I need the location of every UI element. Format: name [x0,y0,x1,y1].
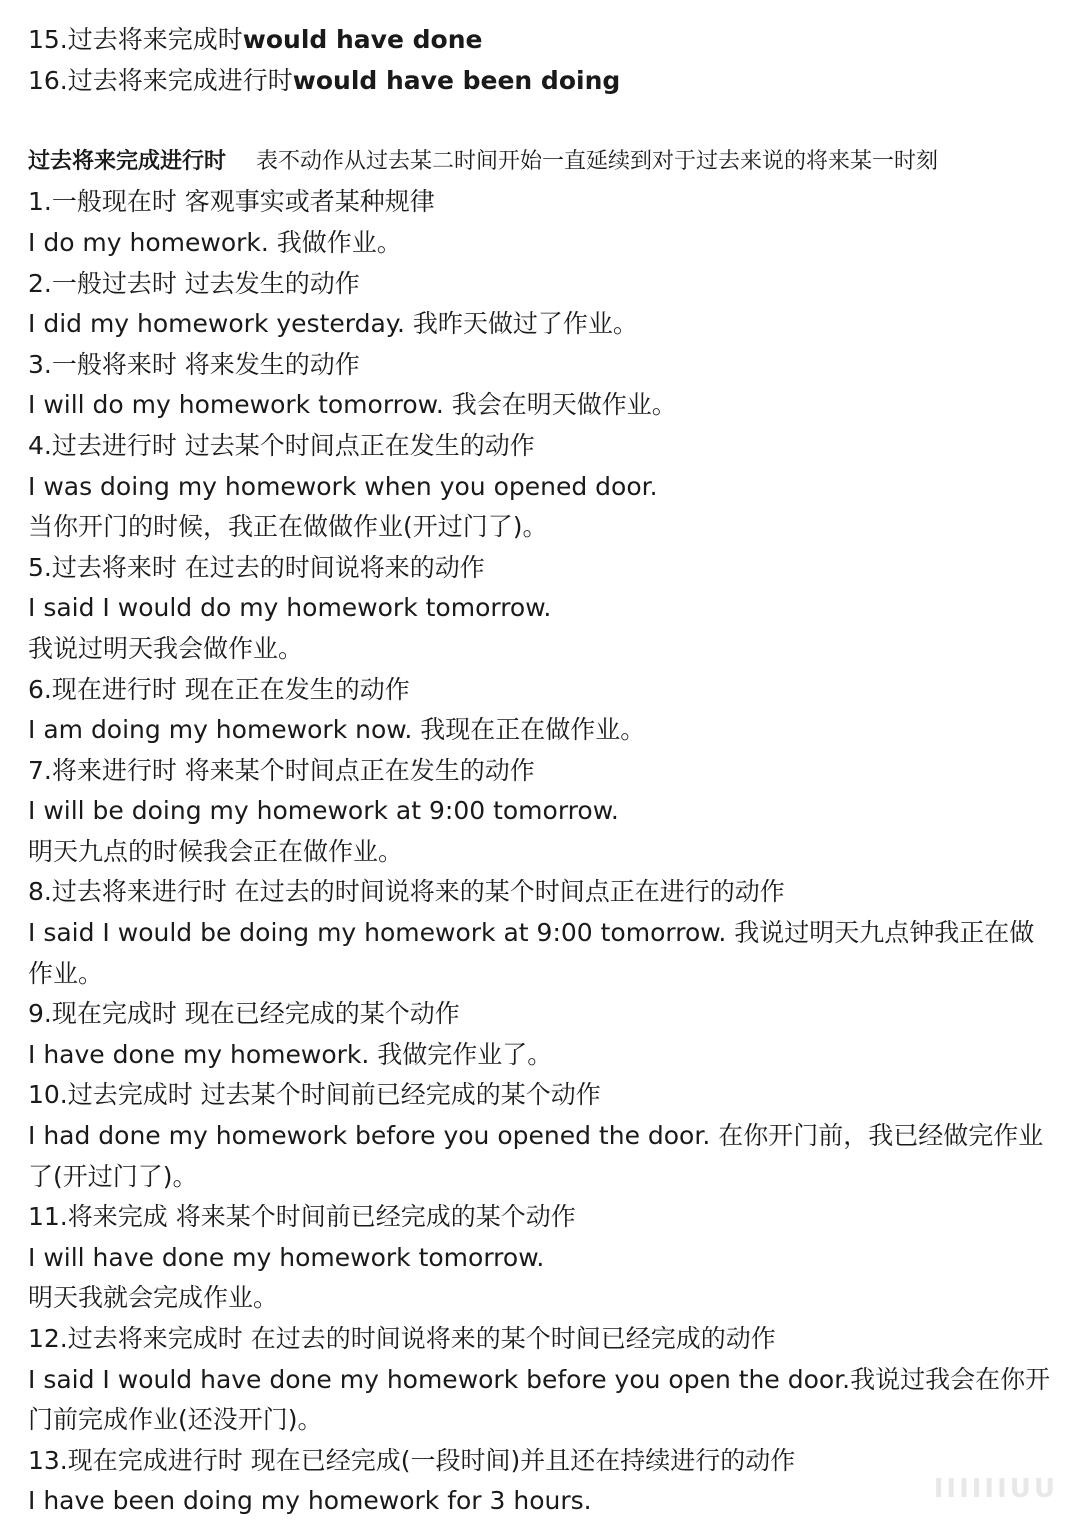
text-line: I will be doing my homework at 9:00 tomorrow. [28,796,619,826]
definition-term: 过去将来完成进行时 [28,148,227,174]
text-line: I had done my homework before you opened the door. 在你开门前，我已经做完作业 [28,1121,1044,1151]
text-line: 明天我就会完成作业。 [28,1283,279,1313]
text-line: I have done my homework. 我做完作业了。 [28,1039,553,1069]
document-page [28,20,1058,1522]
text-line: I do my homework. 我做作业。 [28,227,402,257]
blank-line [28,101,1058,142]
text-line: 1.一般现在时 客观事实或者某种规律 [28,187,435,217]
text-line: 9.现在完成时 现在已经完成的某个动作 [28,999,460,1029]
text-line: 3.一般将来时 将来发生的动作 [28,349,360,379]
text-line: 门前完成作业(还没开门)。 [28,1405,323,1435]
definition-description: 表不动作从过去某二时间开始一直延续到对于过去来说的将来某一时刻 [256,148,939,174]
text-line: I have been doing my homework for 3 hours. [28,1486,592,1516]
text-line: 当你开门的时候，我正在做做作业(开过门了)。 [28,512,548,542]
text-line: I will have done my homework tomorrow. [28,1242,545,1272]
text-line: 4.过去进行时 过去某个时间点正在发生的动作 [28,430,535,460]
text-line: 6.现在进行时 现在正在发生的动作 [28,674,410,704]
text-line: 明天九点的时候我会正在做作业。 [28,836,404,866]
text-line: I said I would have done my homework before you open the door.我说过我会在你开 [28,1364,1051,1394]
tense-list [28,182,1058,1522]
text-line: I did my homework yesterday. 我昨天做过了作业。 [28,309,638,339]
text-line: 8.过去将来进行时 在过去的时间说将来的某个时间点正在进行的动作 [28,877,785,907]
text-line: 作业。 [28,958,104,988]
text-line: 13.现在完成进行时 现在已经完成(一段时间)并且还在持续进行的动作 [28,1445,796,1475]
text-line: I am doing my homework now. 我现在正在做作业。 [28,715,646,745]
text-line: 7.将来进行时 将来某个时间点正在发生的动作 [28,755,535,785]
text-line: 12.过去将来完成时 在过去的时间说将来的某个时间已经完成的动作 [28,1324,776,1353]
text-line: I said I would do my homework tomorrow. [28,593,552,623]
text-line: 11.将来完成 将来某个时间前已经完成的某个动作 [28,1202,576,1232]
text-line: I said I would be doing my homework at 9:00 tomorrow. 我说过明天九点钟我正在做 [28,918,1035,948]
watermark: IIIIIIUU [933,1474,1058,1504]
tense-15-line [28,20,1058,61]
tense-15-form: would have done [242,25,483,54]
text-line: 我说过明天我会做作业。 [28,633,304,663]
text-line: 2.一般过去时 过去发生的动作 [28,268,360,298]
definition-line [28,142,1058,183]
text-line: I was doing my homework when you opened door. [28,471,658,501]
tense-16-form: would have been doing [292,65,621,95]
tense-15-label: 15.过去将来完成时 [28,25,243,54]
tense-16-line [28,61,1058,102]
text-line: 5.过去将来时 在过去的时间说将来的动作 [28,552,485,582]
text-line: 10.过去完成时 过去某个时间前已经完成的某个动作 [28,1080,601,1110]
text-line: I will do my homework tomorrow. 我会在明天做作业。 [28,390,677,420]
tense-16-label: 16.过去将来完成进行时 [28,65,293,95]
text-line: 了(开过门了)。 [28,1161,198,1191]
